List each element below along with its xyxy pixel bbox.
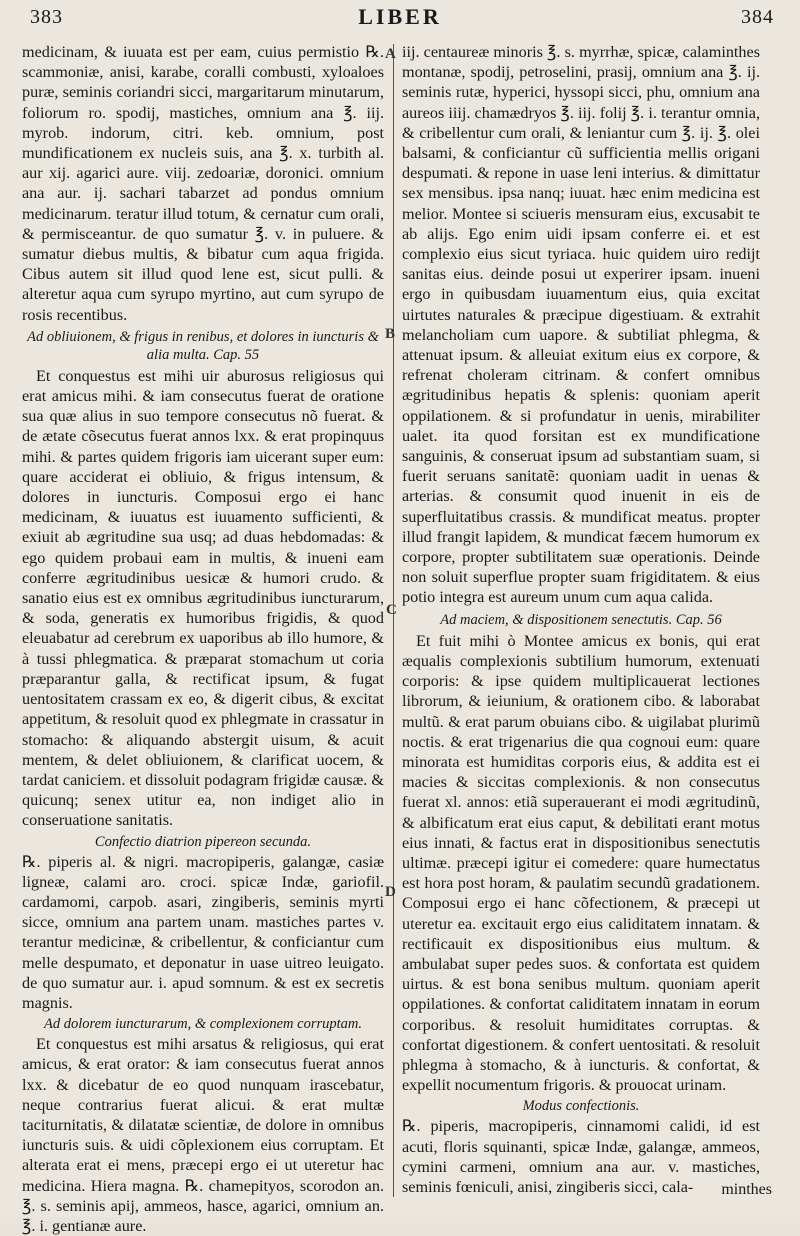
left-paragraph-3: ℞. piperis al. & nigri. macropiperis, galangæ, casiæ ligneæ, calami aro. croci. spicæ Indæ, gariofil. cardamomi, carpob. asari, zingiberis, seminis myrti sicce, omnium ana partem unam. mastiches partes v. terantur medicinæ, & cribellentur, & conficiantur cum melle despumato, et deponatur in uase uitreo leuigato. de quo sumatur aur. i. apud somnum. & est ex secretis magnis. [22,852,384,1012]
section-heading-modus: Modus confectionis. [522,1098,640,1115]
section-heading-confectio: Confectio diatrion pipereon secunda. [94,833,312,850]
chapter-heading-55: Ad obliuionem, & frigus in renibus, et dolores in iuncturis & alia multa. Cap. 55 [27,328,379,363]
page-header [0,0,800,42]
section-heading-dolorem: Ad dolorem iuncturarum, & complexionem corruptam. [43,1016,363,1033]
left-paragraph-4: Et conquestus est mihi arsatus & religiosus, qui erat amicus, & erat orator: & iam consecutus fuerat annos lxx. & dicebatur de eo quod nunquam irascebatur, neque contrarius fuerat alicui. & erat multæ taciturnitatis, & dilatatæ scientiæ, de dolore in omnibus iuncturis suis. & uidi cõplexionem eius corruptam. Et alterata erat ei mens, præcepi ergo ei ut uteretur hac medicina. Hiera magna. ℞. chamepityos, scorodon an. ℥. s. seminis apij, ammeos, hasce, agarici, omnium an. ℥. i. gentianæ aure. [22,1035,384,1235]
left-paragraph-1: medicinam, & iuuata est per eam, cuius permistio ℞. scammoniæ, anisi, karabe, coralli combusti, xyloaloes puræ, seminis coriandri sicci, margaritarum minutarum, foliorum ro. spodij, mastiches, omnium ana ℥. iij. myrob. indorum, citri. keb. omnium, post mundificationem ex nucleis suis, ana ℥. x. turbith al. aur xij. agarici aure. viij. zedoariæ, doronici. omnium ana aur. ij. sachari tabarzet ad pondus omnium medicinarum. teratur illud totum, & cernatur cum orali, & permisceantur. de quo sumatur ℥. v. in puluere. & sumatur diebus multis, & bibatur cum aqua frigida. Cibus autem sit illud quod lene est, sicut pulli. & alteretur aqua cum syrupo myrtino, aut cum syrupo de rosis recentibus. [22,43,384,324]
right-paragraph-2: Et fuit mihi ò Montee amicus ex bonis, qui erat æqualis complexionis subtilium humorum, extenuati corporis: & ipse quidem multiplicauerat lectiones librorum, & ieiunium, & orationem cibo. & laborabat multũ. & erat parum obuians cibo. & uigilabat plurimũ noctis. & erat trigenarius die qua cognoui eum: quare minorata est humiditas corporis eius, & addita est ei macies & siccitas complexionis. & non consecutus fuerat xl. annos: etiã superauerant ei modi ægritudinũ, & albificatum erat eius caput, & debilitati erant motus eius innati, & factus erat in dispositionibus senectutis ultimæ. præcepi igitur ei comedere: quare humectatus est hora post horam, & paulatim secundũ gradationem. Composui ergo ei hanc cõfectionem, & præcepi ut uteretur ea. excitauit ergo eius caliditatem innatam. & rectificauit ex dispositionibus eius multum. & ambulabat super pedes suos. & confortata est quidem uirtus. & est bona senibus multum. quoniam aperit oppilationes. & confortat caliditatem innatam in eorum corporibus. & resoluit humiditates corruptas. & confortat digestionem. & confert uentositati. & resoluit phlegma à stomacho, & à iuncturis. & confortat, & expellit nocumentum frigoris. & prouocat urinam. [402,631,760,1095]
margin-letter-c: C [386,602,397,618]
left-column [22,42,384,1235]
left-paragraph-2: Et conquestus est mihi uir aburosus religiosus qui erat amicus mihi. & iam consecutus fuerat de oratione sua quæ alius in suo tempore consecutus nõ fuerat. & de ætate cõsecutus fuerat annos lxx. & erat propinquus mihi. & partes quidem frigoris iam uicerant super eum: quare acciderat ei obliuio, & frigus intensum, & dolores in iuncturis. Composui ergo ei hanc medicinam, & iuuatus est iuuamento sufficienti, & exiuit ab ægritudine sua usq; ad duas hebdomadas: & ego quidem probaui eam in multis, & inueni eam conferre ægritudinibus uesicæ & humori crudo. & sanatio eius est ex omnibus ægritudinibus iuncturarum, & soda, generatis ex humoribus frigidis, & quod eleuabatur ad cerebrum ex uaporibus ab illo humore, & à tussi phlegmatica. & præparat stomachum ut coria præparantur galla, & rectificat ipsum, & fugat uentositatem crassam ex eo, & digerit cibus, & excitat appetitum, & resoluit quod ex phlegmate in crassatur in stomacho: & aliquando abstergit uisum, & acuit mentem, & delet obliuionem, & clarificat uocem, & tardat caniciem. et dissoluit podagram frigidæ causæ. & quicunq; senex utitur ea, non indiget alio in conseruatione sanitatis. [22,366,384,830]
right-paragraph-3: ℞. piperis, macropiperis, cinnamomi calidi, id est acuti, floris squinanti, spicæ Indæ, galangæ, ammeos, cymini carmeni, omnium ana aur. v. mastiches, seminis fœniculi, anisi, zingiberis sicci, cala- [402,1117,760,1196]
margin-letter-a: A [385,46,396,62]
right-paragraph-1: iij. centaureæ minoris ℥. s. myrrhæ, spicæ, calaminthes montanæ, spodij, petroselini, prasij, omnium ana ℥. ij. seminis rutæ, hyperici, hyssopi sicci, phu, omnium ana aureos iiij. chamædryos ℥. iij. folij ℥. i. terantur omnia, & cribellentur cum orali, & leniantur cum ℥. ij. ℥. olei balsami, & conficiantur cũ sufficientia mellis origani despumati. & repone in uase leni interius. & dimittatur sex mensibus. ipsa nanq; iuuat. hæc enim medicina est melior. Montee si sciueris mensuram eius, excusabit te ab alijs. Ego enim uidi ipsam conferre ei. et est complexio eius sicut tyriaca. huic quidem uiro redijt sanitas eius. deinde posui ut experirer ipsam. inueni ergo in quibusdam iuuamentum eius, quia excitat uirtutes naturales & præcipue digestiuam. & extrahit melancholiam cum uapore. & subtiliat phlegma, & attenuat ipsum. & alleuiat exitum eius ex corpore, & refrenat choleram citrinam. & confert omnibus ægritudinibus hepatis & splenis: quoniam aperit oppilationem. & si profundatur in uenis, mirabiliter ualet. ita quod forsitan est ex mundificatione sanguinis, & conseruat ipsum ad substantiam suam, si fuerit seruans sanitatẽ: quoniam uadit in uenas & arterias. & consumit quod inuenit in eis de superfluitatibus crassis. & mundificat meatus. propter illud frangit lapidem, & mundicat fæcem humorum ex corpore, propter subtilitatem suæ operationis. Deinde non soluit superflue propter suam frigiditatem. & eius potio integra est aureum unum cum aqua calida. [402,43,760,607]
running-head: LIBER [358,4,442,29]
chapter-heading-56: Ad maciem, & dispositionem senectutis. Cap. 56 [440,611,722,628]
margin-letter-d: D [385,884,396,900]
folio-right: 384 [741,6,774,28]
catchword: minthes [721,1181,772,1198]
right-column [402,42,760,1203]
margin-letter-b: B [385,326,396,342]
column-rule [393,44,394,1197]
folio-left: 383 [30,6,63,28]
